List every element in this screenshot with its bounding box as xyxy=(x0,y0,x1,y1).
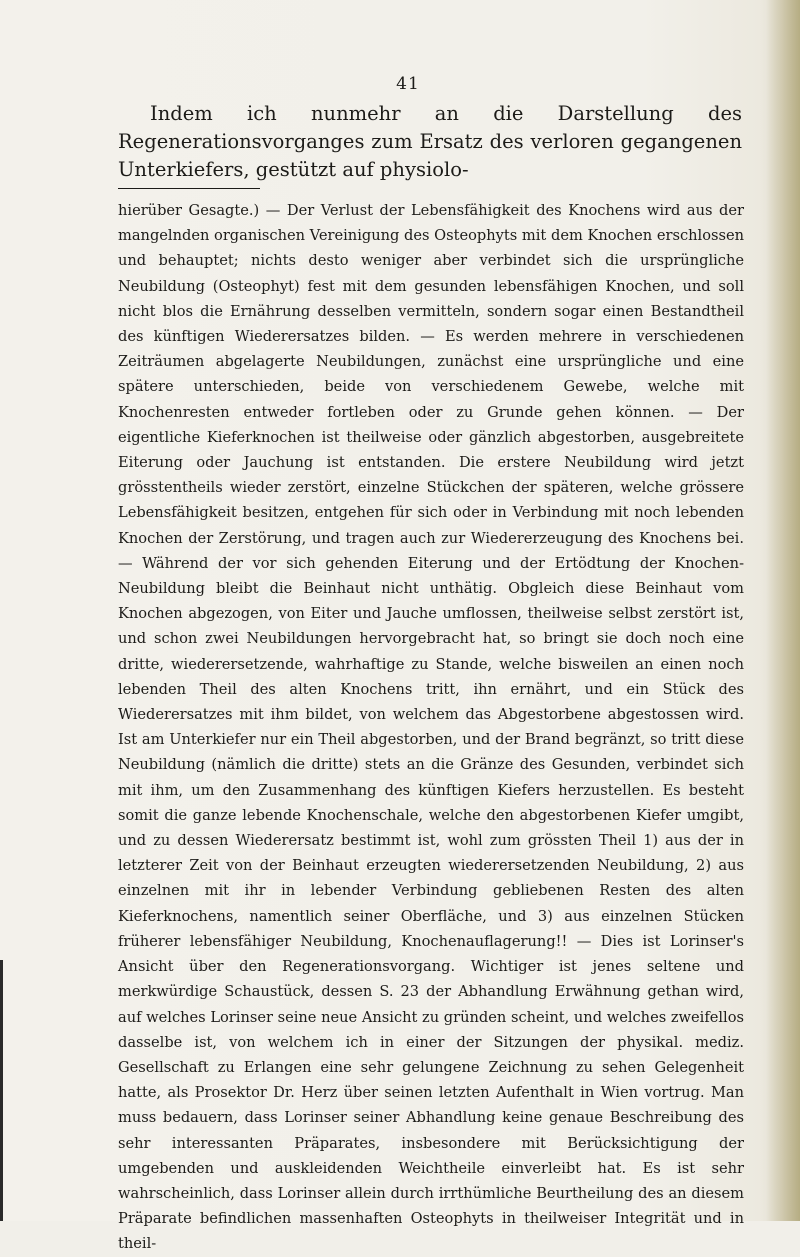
main-paragraph: Indem ich nunmehr an die Darstellung des Regenerationsvorganges zum Ersatz des verloren gegangenen Unterkiefers, gestützt auf physiolo- xyxy=(118,102,742,181)
binding-edge xyxy=(0,960,3,1221)
main-text xyxy=(118,100,742,184)
page-number: 41 xyxy=(396,74,420,94)
footnote-separator xyxy=(118,188,260,189)
page-edge-shadow xyxy=(766,0,800,1221)
footnote-block xyxy=(118,198,744,1257)
footnote-paragraph: hierüber Gesagte.) — Der Verlust der Lebensfähigkeit des Knochens wird aus der mangelnden organischen Vereinigung des Osteophyts mit dem Knochen erschlossen und behauptet; nichts desto weniger aber verbindet sich die ursprüngliche Neubildung (Osteophyt) fest mit dem gesunden lebensfähigen Knochen, und soll nicht blos die Ernährung desselben vermitteln, sondern sogar einen Bestandtheil des künftigen Wiederersatzes bilden. — Es werden mehrere in verschiedenen Zeiträumen abgelagerte Neubildungen, zunächst eine ursprüngliche und eine spätere unterschieden, beide von verschiedenem Gewebe, welche mit Knochenresten entweder fortleben oder zu Grunde gehen können. — Der eigentliche Kieferknochen ist theilweise oder gänzlich abgestorben, ausgebreitete Eiterung oder Jauchung ist entstanden. Die erstere Neubildung wird jetzt grösstentheils wieder zerstört, einzelne Stückchen der späteren, welche grössere Lebensfähigkeit besitzen, entgehen für sich oder in Verbindung mit noch lebenden Knochen der Zerstörung, und tragen auch zur Wiedererzeugung des Knochens bei. — Während der vor sich gehenden Eiterung und der Ertödtung der Knochen-Neubildung bleibt die Beinhaut nicht unthätig. Obgleich diese Beinhaut vom Knochen abgezogen, von Eiter und Jauche umflossen, theilweise selbst zerstört ist, und schon zwei Neubildungen hervorgebracht hat, so bringt sie doch noch eine dritte, wiederersetzende, wahrhaftige zu Stande, welche bisweilen an einen noch lebenden Theil des alten Knochens tritt, ihn ernährt, und ein Stück des Wiederersatzes mit ihm bildet, von welchem das Abgestorbene abgestossen wird. Ist am Unterkiefer nur ein Theil abgestorben, und der Brand begränzt, so tritt diese Neubildung (nämlich die dritte) stets an die Gränze des Gesunden, verbindet sich mit ihm, um den Zusammenhang des künftigen Kiefers herzustellen. Es besteht somit die ganze lebende Knochenschale, welche den abgestorbenen Kiefer umgibt, und zu dessen Wiederersatz bestimmt ist, wohl zum grössten Theil 1) aus der in letzterer Zeit von der Beinhaut erzeugten wiederersetzenden Neubildung, 2) aus einzelnen mit ihr in lebender Verbindung gebliebenen Resten des alten Kieferknochens, namentlich seiner Oberfläche, und 3) aus einzelnen Stücken früherer lebensfähiger Neubildung, Knochenauflagerung!! — Dies ist Lorinser's Ansicht über den Regenerationsvorgang. Wichtiger ist jenes seltene und merkwürdige Schaustück, dessen S. 23 der Abhandlung Erwähnung gethan wird, auf welches Lorinser seine neue Ansicht zu gründen scheint, und welches zweifellos dasselbe ist, von welchem ich in einer der Sitzungen der physikal. mediz. Gesellschaft zu Erlangen eine sehr gelungene Zeichnung zu sehen Gelegenheit hatte, als Prosektor Dr. Herz über seinen letzten Aufenthalt in Wien vortrug. Man muss bedauern, dass Lorinser seiner Abhandlung keine genaue Beschreibung des sehr interessanten Präparates, insbesondere mit Berücksichtigung der umgebenden und auskleidenden Weichtheile einverleibt hat. Es ist sehr wahrscheinlich, dass Lorinser allein durch irrthümliche Beurtheilung des an diesem Präparate befindlichen massenhaften Osteophyts in theilweiser Integrität und in theil- xyxy=(118,202,744,1253)
